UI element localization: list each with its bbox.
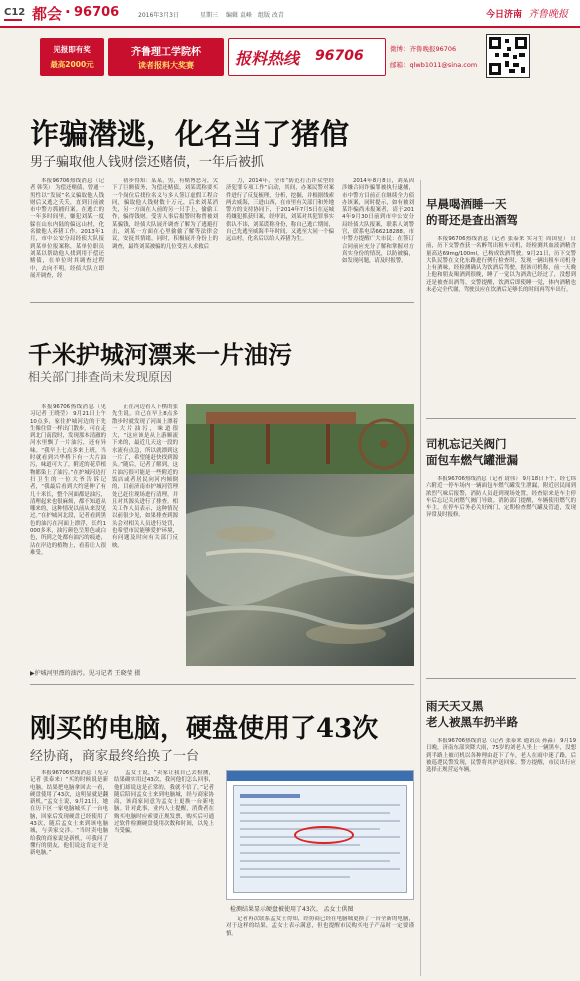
story3-col3: 记者再次联系孟女士得知，经协商已经在电脑城更换了一台全新的电脑，对于这样的结果，孟女士表示满意，但也提醒市民购买电子产品时一定要谨慎。 <box>226 916 414 937</box>
side2-divider <box>426 678 576 679</box>
story1-col1: 本报96706热线消息（记者 韩笑） 为偿还赌债，曾通一男性以“发展”名义骗取他人钱财后又逃之夭夭，直到日前被市中警方抓捕归案。在逃亡的一年多时间里，嫌犯刘某一度躲在山东内陆的偏远山村，化名做他人养猪工作。2013年1月，市中公安分局经侦大队接到某单位报案称，某单位职员刘某以帮助他人找到用于偿还赌债，在单位时其调查过程中，去向不明。经侦大队立即展开调查，经 <box>30 178 104 279</box>
ad-hotline-label: 报料热线 <box>235 49 300 68</box>
ad-hotline-number: 96706 <box>315 48 364 64</box>
story1-col4: 2014年8月8日，刘某因涉嫌合同诈骗罪被执行逮捕，市中警方目前正在继续全力侦办该案，同时提示，如有被刘某诈骗尚未报案者，请于2014年9月30日前到市中公安分局经侦大队报案，联系人刘警官，联系电话66218288。市中警方提醒广大市民：在签订合同前应充分了解和掌握对方真实身份的情况，以防被骗，如发现问题，请及时报警。 <box>342 178 414 265</box>
masthead-logo: 齐鲁晚报 <box>528 9 568 20</box>
story3-title: 刚买的电脑，硬盘使用了43次 <box>30 714 379 744</box>
section-dot: · <box>65 3 71 21</box>
ad-school-box <box>108 38 224 76</box>
side1-title2: 的哥还是查出酒驾 <box>426 213 518 227</box>
story1-title: 诈骗潜逃，化名当了猪倌 <box>30 117 350 151</box>
story2-photo <box>186 404 414 666</box>
side1-body: 本报96706热线消息（记者 张泰来 实习生 周国星） 日前，历下交警查获一名醉驾出租车司机，经检测其血液酒精含量高达69mg/100ml，已构成饮酒驾驶。9月21日，历下交警大队民警在文化东路进行例行检查时，发现一辆出租车司机身上有酒味，经检测确认为饮酒后驾驶。据该司机称，前一天晚上他和朋友喝酒到很晚，睡了一觉以为酒劲已经过了，没想到还是被查出酒驾。交警提醒，饮酒后即使睡一觉，体内酒精也未必完全代谢，驾驶员应在饮酒后足够长的时间再驾车出行。 <box>426 236 576 294</box>
ad-prize-box <box>40 38 104 76</box>
header-date: 2016年3月3日 <box>138 12 179 19</box>
story1-subtitle: 男子骗取他人钱财偿还赌债，一年后被抓 <box>30 155 265 170</box>
section-number: 96706 <box>74 5 120 20</box>
screenshot-titlebar <box>227 771 413 781</box>
ad-email: 邮箱：qlwb1011@sina.com <box>390 61 478 69</box>
section-name: 都会 <box>32 5 63 23</box>
ad-banner <box>40 34 540 86</box>
qr-code-icon <box>486 34 530 78</box>
story1-divider <box>30 302 414 303</box>
story2-col2: 正在河边看人下棋的张先生说，自己在早上8点多散步时就发现了河面上漂着一大片油污，味道很大，“这应该是从上游顺流下来的，最近几天这一段的水流有点急，所以就漂到这一片了，希望能赶快找到源头。”随后，记者了解到，这片油污很可能是一些附近的饭店或者居民向河内倾倒的，目前济南市护城河管理处已赶往现场进行清理，并且对其源头进行了排查。相关工作人员表示，这种情况以前很少见，如果排查到源头会对相关人员进行处罚，也希望市民能够爱护环境，有问题及时向有关部门反映。 <box>112 404 178 549</box>
ad-school-name: 齐鲁理工学院杯 <box>131 47 201 58</box>
header-weekday: 星期三 <box>200 12 219 19</box>
story3-subtitle: 经协商，商家最终给换了一台 <box>30 749 200 764</box>
header-rule <box>0 26 580 28</box>
story2-subtitle: 相关部门排查尚未发现原因 <box>28 370 173 384</box>
ad-hotline-box <box>228 38 386 76</box>
story3-screenshot <box>226 770 414 900</box>
story2-title: 千米护城河漂来一片油污 <box>28 340 292 369</box>
side2-title: 司机忘记关阀门 <box>426 437 507 451</box>
page-code-underline <box>4 19 22 21</box>
side3-body: 本报96706热线消息（记者 张泰来 通讯员 孙淼） 9月19日晚，济南东部突降大雨，75岁的刘老人坐上一辆黑车，没想到半路上被司机以各种理由赶下了车，老人在雨中迷了路，后被巡逻民警发现，民警将其护送回家。警方提醒，市民出行应选择正规营运车辆。 <box>426 738 576 774</box>
ad-prize-line2: 最高2000元 <box>50 60 94 69</box>
story3-col2: 孟女士说，“卖家让我自己去检测，结果确实用过43次，我问他们怎么回事，他们却说这是正常的，我就不信了。”记者随后陪同孟女士来到电脑城，经与商家协商，该商家同意为孟女士更换一台新电脑。针对此事，业内人士提醒，消费者在购买电脑时应索要正规发票，购买后可通过软件检测硬盘使用次数和时间，以免上当受骗。 <box>114 770 214 835</box>
story2-divider <box>30 684 414 685</box>
ad-school-sub: 读者报料大奖赛 <box>138 61 194 70</box>
side2-title2: 面包车燃气罐泄漏 <box>426 453 518 467</box>
story2-photo-caption: ▶护城河里漂的油污。见习记者 王晓莹 摄 <box>30 670 141 677</box>
brand-name: 今日济南 <box>486 10 523 20</box>
story1-col3: 力，2014年，全市“防范打击诈众型经济犯罪专项工作”启动，其间，办案民警对案件进行了反复梳理，分析，挖掘，并根据线索两去威海，三进山西，在市里有关部门和外地警方的支持协同下，于2014年7月5日在运城将嫌犯抓获归案，经审讯，刘某对其犯罪事实供认不讳，刘某谎称身份，称自己逃亡期间，自己先逃至威海半年时间，又逃至大同一个偏远山村，化名后以给人养猪为生。 <box>226 178 334 243</box>
ad-prize-line1: 见报即有奖 <box>53 45 91 54</box>
story3-photo-caption: 检测结果显示硬盘被使用了43次。 孟女士供图 <box>230 906 354 913</box>
side1-divider <box>426 418 576 419</box>
ad-weibo: 微博：齐鲁晚报96706 <box>390 45 457 53</box>
story1-col2: 初步得知：某某，男，有赌博恶习，欠下了巨额债务，为偿还赌债，刘某谎称要买一个岗位后找位名义与多人签订虚假工程合同，骗取他人钱财数十万元，后来刘某消失，另一方面在人前的另一只手上，偷偷工作，骗得钱财。受害人事后报警时称曾被刘某骗钱，经侦大队展开调查了解为了逃避打击，刘某一方面在心里偷偷了解等法律会议，安抚其情绪，同时，积极展开身份上的调查，最终刘某被骗的几位受害人求救后 <box>112 178 218 250</box>
side2-body: 本报96706热线消息（记者 尉伟） 9月18日下午，经七纬六附近一停车场内一辆面包车燃气罐发生泄漏，附近居民闻到浓烈气味后报警，消防人员赶到现场处置，经查原来是车主停车后忘记关闭燃气阀门导致。消防部门提醒，车辆使用燃气的车主，在停车后务必关好阀门，定期检查燃气罐及管道，发现异常及时报修。 <box>426 476 576 519</box>
header-design: 组版 改青 <box>258 12 284 19</box>
side3-title: 雨天天又黑 <box>426 699 484 713</box>
sidebar-divider <box>420 180 421 976</box>
header-editor: 编辑 袁峰 <box>226 12 252 19</box>
side1-title: 早晨喝酒睡一天 <box>426 197 507 211</box>
story2-col1: 本报96706热线消息（见习记者 王晓莹） 9月21日上午10点多，家住护城河边的于先生像往常一样出门散步，可在走到北门南段时，发现那本清澈的河水里飘了一片油污，还有异味。“我早上七点多来上班，当时就看到兴华桥下有一大片油污，味道可大了，附近的花草植物都染上了油污。”在护城河边打扫卫生的一位大爷告诉记者，“我最后看到大约延伸了有几十米长，整个河面都是油污，清理起来也很麻烦，都不知道从哪来的，这种情况以前从来没见过。”在护城河北段，记者看到黑色的油污在河面上漂浮，长约1000多米，油污颜色呈黑色或白色，所到之处都有油污的痕迹，沾在岸边的植物上，看着让人很难受。 <box>30 404 106 556</box>
page-code: C12 <box>4 7 26 18</box>
highlight-circle-icon <box>294 826 354 844</box>
screenshot-panel <box>233 785 407 893</box>
side3-title2: 老人被黑车扔半路 <box>426 715 518 729</box>
story3-col1: 本报96706热线消息（见习记者 张泰来）“买的时候说是新电脑，结果把电脑拿回去一看，硬盘使用了43次，这明显就是翻新机。”孟女士说，9月21日，她在历下区一家电脑城买了一台电脑，回家后发现硬盘已经使用了43次，随后孟女士来到该电脑城，与卖家交涉。“当时卖电脑给我的商家说是新机，可我问了懂行的朋友，他们说这肯定不是新电脑。” <box>30 770 108 857</box>
page-header <box>0 0 580 26</box>
